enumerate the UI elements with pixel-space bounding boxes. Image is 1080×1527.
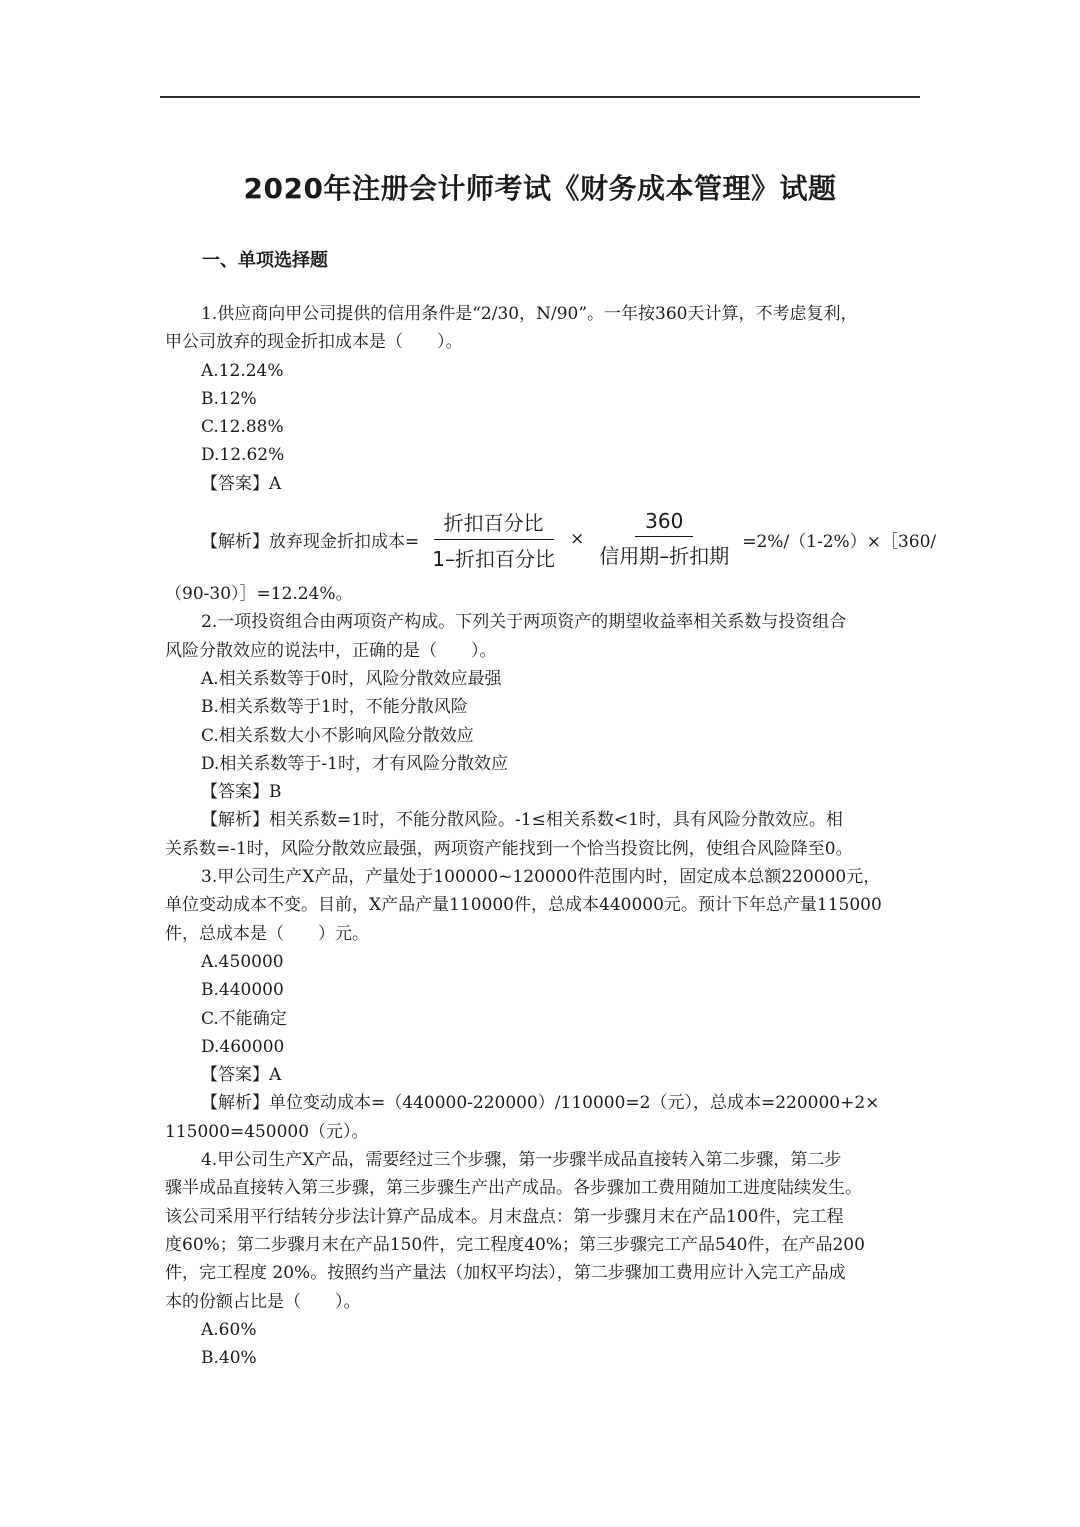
q3-analysis-line2: 115000=450000（元）。 [165,1121,369,1142]
q1-answer: 【答案】A [201,473,282,494]
q1-analysis-suffix: =2%/（1-2%）×［360/ [742,531,937,552]
fraction-numerator: 360 [635,509,693,537]
q2-answer: 【答案】B [201,782,282,803]
fraction-days [589,509,739,569]
q3-stem-line3: 件，总成本是（ ）元。 [165,923,369,944]
page-title: 2020年注册会计师考试《财务成本管理》试题 [243,172,837,205]
q2-option-c: C.相关系数大小不影响风险分散效应 [201,725,474,746]
q1-option-c: C.12.88% [201,417,284,438]
q2-option-b: B.相关系数等于1时，不能分散风险 [201,697,468,718]
q3-option-b: B.440000 [201,980,284,1001]
q1-option-a: A.12.24% [201,360,284,381]
q1-stem-line2: 甲公司放弃的现金折扣成本是（ ）。 [165,332,463,353]
q3-stem-line2: 单位变动成本不变。目前，X产品产量110000件，总成本440000元。预计下年总产量115000 [165,895,882,916]
q2-option-d: D.相关系数等于-1时，才有风险分散效应 [201,753,508,774]
q4-option-a: A.60% [201,1319,257,1340]
q3-option-d: D.460000 [201,1036,285,1057]
q4-stem-line5: 件，完工程度 20%。按照约当产量法（加权平均法），第二步骤加工费用应计入完工产品成 [165,1263,846,1284]
q1-analysis-prefix: 【解析】放弃现金折扣成本= [201,531,420,552]
q3-option-a: A.450000 [201,951,284,972]
q4-stem-line2: 骤半成品直接转入第三步骤，第三步骤生产出产成品。各步骤加工费用随加工进度陆续发生。 [165,1178,862,1199]
section-heading: 一、单项选择题 [202,250,328,271]
q1-option-d: D.12.62% [201,445,285,466]
q4-stem-line4: 度60%；第二步骤月末在产品150件，完工程度40%；第三步骤完工产品540件，在产品200 [165,1234,865,1255]
q2-stem-line2: 风险分散效应的说法中，正确的是（ ）。 [165,640,497,661]
fraction-denominator: 1–折扣百分比 [432,546,555,571]
question-list [165,300,937,1372]
fraction-discount-rate [422,507,565,572]
q2-stem-line1: 2.一项投资组合由两项资产构成。下列关于两项资产的期望收益率相关系数与投资组合 [201,612,847,633]
q1-analysis-line2: （90-30）］=12.24%。 [165,584,353,605]
q2-analysis-line1: 【解析】相关系数=1时，不能分散风险。-1≤相关系数<1时，具有风险分散效应。相 [201,810,843,831]
q2-option-a: A.相关系数等于0时，风险分散效应最强 [201,668,502,689]
q4-stem-line1: 4.甲公司生产X产品，需要经过三个步骤，第一步骤半成品直接转入第二步骤，第二步 [201,1150,842,1171]
q3-option-c: C.不能确定 [201,1008,287,1029]
q3-answer: 【答案】A [201,1065,282,1086]
multiply-sign: × [569,529,585,550]
fraction-numerator: 折扣百分比 [434,507,554,540]
q4-stem-line6: 本的份额占比是（ ）。 [165,1291,361,1312]
q1-stem-line1: 1.供应商向甲公司提供的信用条件是“2/30，N/90”。一年按360天计算，不考虑复利， [201,304,858,324]
q2-analysis-line2: 关系数=-1时，风险分散效应最强，两项资产能找到一个恰当投资比例，使组合风险降至0。 [165,838,853,859]
fraction-denominator: 信用期–折扣期 [599,544,730,569]
q3-stem-line1: 3.甲公司生产X产品，产量处于100000~120000件范围内时，固定成本总额220000元， [201,867,881,888]
header-rule [160,96,920,98]
q3-analysis-line1: 【解析】单位变动成本=（440000-220000）/110000=2（元），总成本=220000+2× [201,1093,880,1114]
q4-option-b: B.40% [201,1348,257,1369]
q1-analysis-formula [165,498,937,580]
q1-option-b: B.12% [201,388,257,409]
q4-stem-line3: 该公司采用平行结转分步法计算产品成本。月末盘点：第一步骤月末在产品100件，完工程 [165,1206,844,1227]
